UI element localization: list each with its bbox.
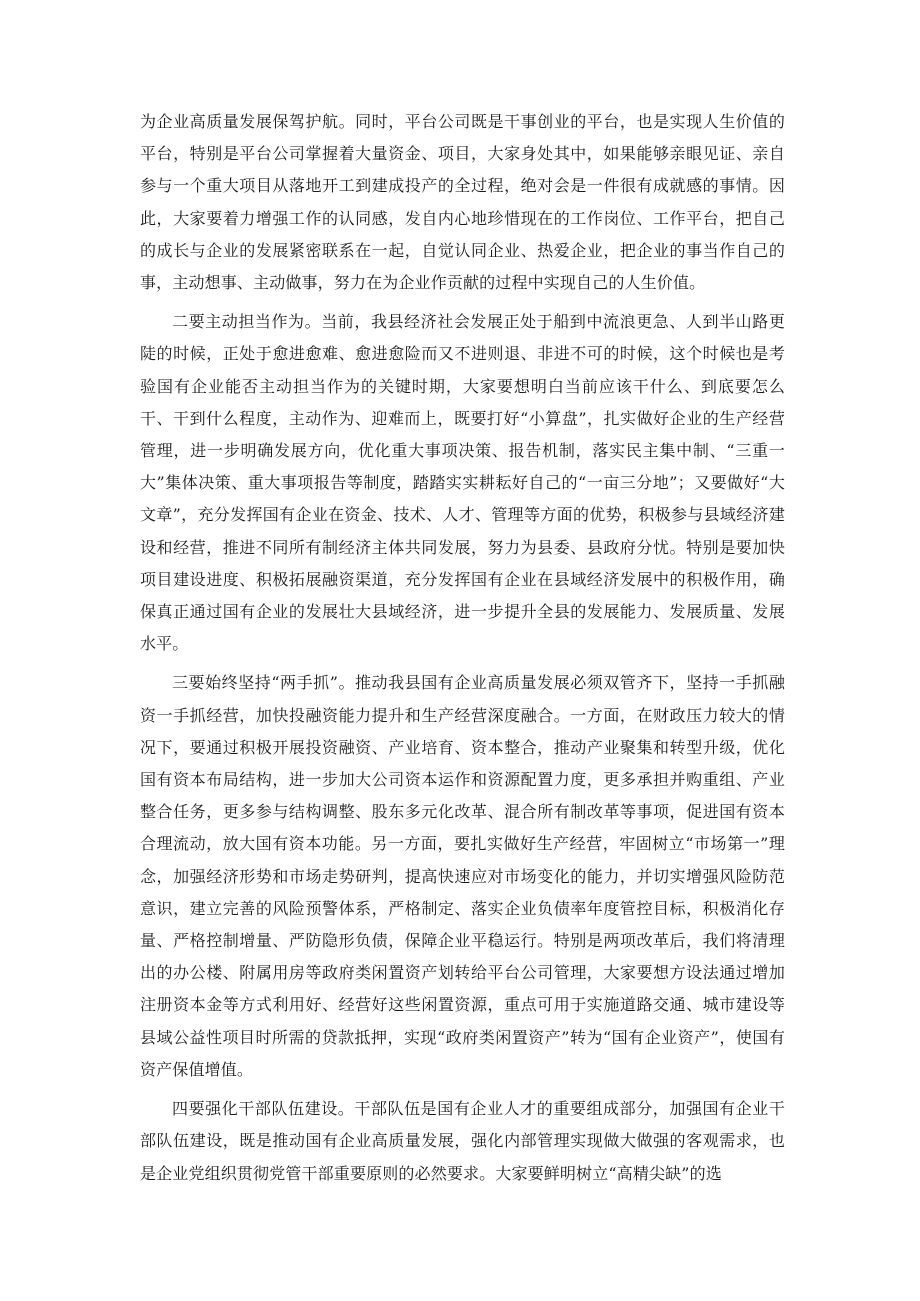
document-page bbox=[140, 106, 785, 1197]
paragraph-cadre-building: 四要强化干部队伍建设。干部队伍是国有企业人才的重要组成部分，加强国有企业干部队伍建设，既是推动国有企业高质量发展，强化内部管理实现做大做强的客观需求，也是企业党组织贯彻党管干部重要原则的必然要求。大家要鲜明树立“高精尖缺”的选 bbox=[140, 1099, 785, 1183]
paragraph-take-initiative: 二要主动担当作为。当前，我县经济社会发展正处于船到中流浪更急、人到半山路更陡的时候，正处于愈进愈难、愈进愈险而又不进则退、非进不可的时候，这个时候也是考验国有企业能否主动担当作为的关键时期，大家要想明白当前应该干什么、到底要怎么干、干到什么程度，主动作为、迎难而上，既要打好“小算盘”，扎实做好企业的生产经营管理，进一步明确发展方向，优化重大事项决策、报告机制，落实民主集中制、“三重一大”集体决策、重大事项报告等制度，踏踏实实耕耘好自己的“一亩三分地”；又要做好“大文章”，充分发挥国有企业在资金、技术、人才、管理等方面的优势，积极参与县域经济建设和经营，推进不同所有制经济主体共同发展，努力为县委、县政府分忧。特别是要加快项目建设进度、积极拓展融资渠道，充分发挥国有企业在县域经济发展中的积极作用，确保真正通过国有企业的发展壮大县域经济，进一步提升全县的发展能力、发展质量、发展水平。 bbox=[140, 312, 785, 654]
paragraph-two-hands: 三要始终坚持“两手抓”。推动我县国有企业高质量发展必须双管齐下，坚持一手抓融资一手抓经营，加快投融资能力提升和生产经营深度融合。一方面，在财政压力较大的情况下，要通过积极开展投资融资、产业培育、资本整合，推动产业聚集和转型升级，优化国有资本布局结构，进一步加大公司资本运作和资源配置力度，更多承担并购重组、产业整合任务，更多参与结构调整、股东多元化改革、混合所有制改革等事项，促进国有资本合理流动，放大国有资本功能。另一方面，要扎实做好生产经营，牢固树立“市场第一”理念，加强经济形势和市场走势研判，提高快速应对市场变化的能力，并切实增强风险防范意识，建立完善的风险预警体系，严格制定、落实企业负债率年度管控目标，积极消化存量、严格控制增量、严防隐形负债，保障企业平稳运行。特别是两项改革后，我们将清理出的办公楼、附属用房等政府类闲置资产划转给平台公司管理，大家要想方设法通过增加注册资本金等方式利用好、经营好这些闲置资源，重点可用于实施道路交通、城市建设等县域公益性项目时所需的贷款抵押，实现“政府类闲置资产”转为“国有企业资产”，使国有资产保值增值。 bbox=[140, 673, 785, 1079]
paragraph-continuation: 为企业高质量发展保驾护航。同时，平台公司既是干事创业的平台，也是实现人生价值的平台，特别是平台公司掌握着大量资金、项目，大家身处其中，如果能够亲眼见证、亲自参与一个重大项目从落地开工到建成投产的全过程，绝对会是一件很有成就感的事情。因此，大家要着力增强工作的认同感，发自内心地珍惜现在的工作岗位、工作平台，把自己的成长与企业的发展紧密联系在一起，自觉认同企业、热爱企业，把企业的事当作自己的事，主动想事、主动做事，努力在为企业作贡献的过程中实现自己的人生价值。 bbox=[140, 112, 785, 293]
